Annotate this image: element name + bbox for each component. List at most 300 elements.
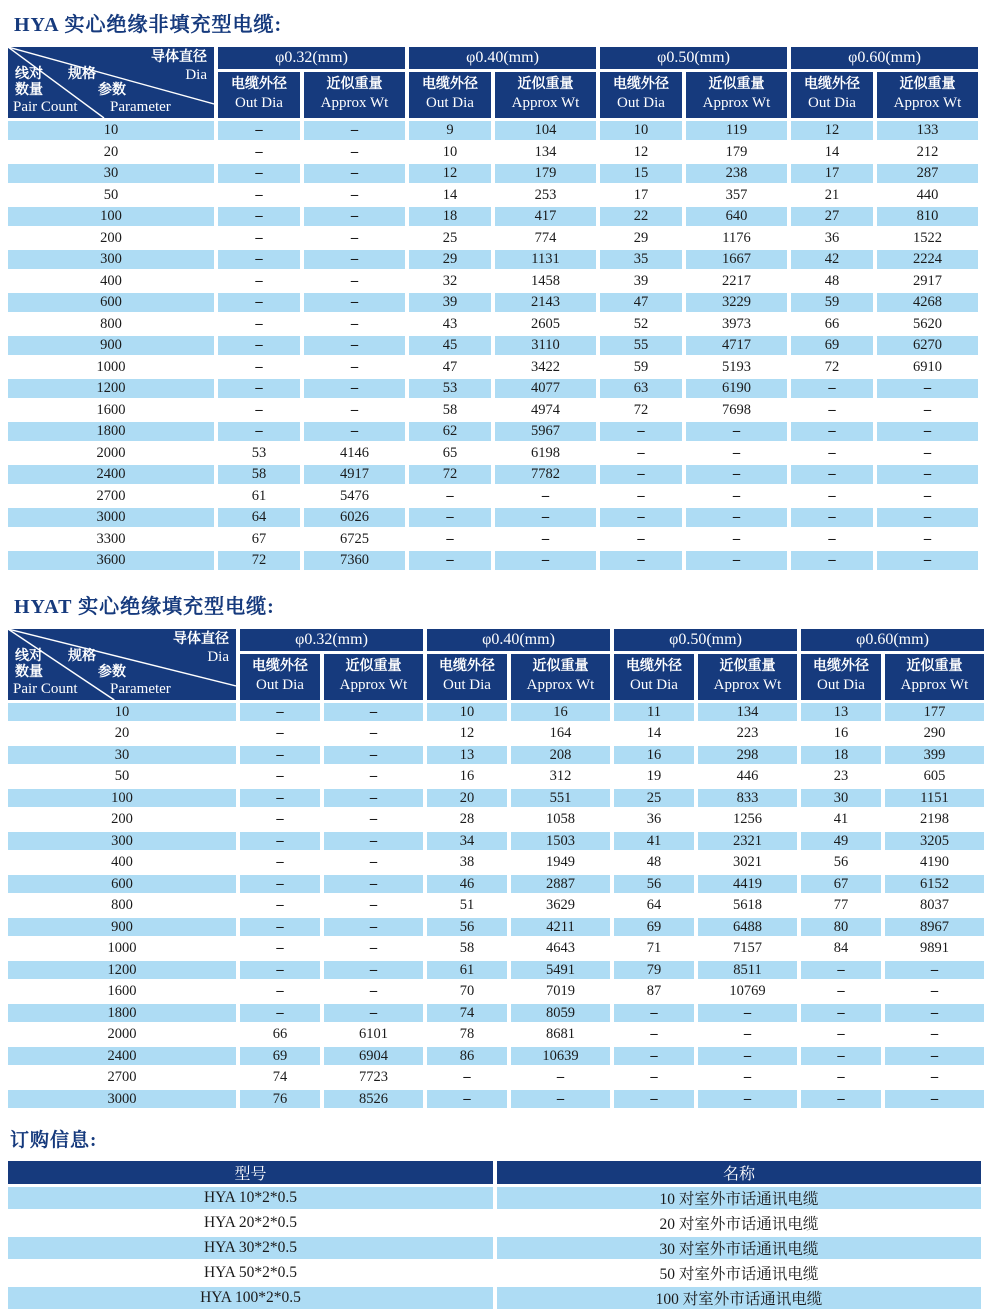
corner-pair-label-en: Pair Count xyxy=(13,99,78,115)
value-cell: – xyxy=(304,379,405,398)
model-cell: HYA 10*2*0.5 xyxy=(8,1187,493,1209)
value-cell: 8037 xyxy=(920,897,949,913)
corner-param-label-en: Parameter xyxy=(110,680,171,697)
value-cell: – xyxy=(885,1004,984,1023)
value-cell: – xyxy=(218,121,300,140)
pair-count-cell: 50 xyxy=(103,186,119,203)
value-cell: – xyxy=(600,508,682,527)
value-cell: 52 xyxy=(633,315,649,332)
value-cell: – xyxy=(255,272,263,289)
pair-count-cell: 30 xyxy=(8,164,214,183)
value-cell: 10 对室外市话通讯电缆 xyxy=(497,1187,981,1209)
value-cell: 223 xyxy=(736,725,759,741)
corner-dia-label-cn: 导体直径 xyxy=(173,631,229,647)
value-cell: – xyxy=(828,487,836,504)
pair-count-cell: 400 xyxy=(100,272,122,289)
value-cell: 446 xyxy=(736,768,759,784)
value-cell: 6725 xyxy=(340,530,369,547)
table-row xyxy=(8,982,984,1001)
value-cell: – xyxy=(743,1069,752,1085)
approx-wt-subheader: 近似重量 Approx Wt xyxy=(324,654,423,700)
value-cell: 43 xyxy=(442,315,458,332)
value-cell: 76 xyxy=(240,1090,320,1109)
value-cell: – xyxy=(637,444,645,461)
table-row xyxy=(8,1047,984,1066)
value-cell: 287 xyxy=(877,164,978,183)
value-cell: 290 xyxy=(923,725,946,741)
value-cell: 2217 xyxy=(722,272,751,289)
pair-count-cell: 2400 xyxy=(8,1047,236,1066)
value-cell: – xyxy=(791,551,873,570)
value-cell: 253 xyxy=(534,186,557,203)
value-cell: 4643 xyxy=(546,940,575,956)
value-cell: 72 xyxy=(218,551,300,570)
value-cell: – xyxy=(600,465,682,484)
value-cell: – xyxy=(837,983,845,999)
value-cell: 12 xyxy=(633,143,649,160)
value-cell: 833 xyxy=(698,789,797,808)
value-cell: – xyxy=(743,1026,752,1042)
value-cell: 66 xyxy=(824,315,840,332)
diameter-group-header: φ0.50(mm) xyxy=(614,629,797,651)
value-cell: – xyxy=(350,229,359,246)
value-cell: 8511 xyxy=(698,961,797,980)
value-cell: 29 xyxy=(633,229,649,246)
table-row xyxy=(8,487,978,506)
table-row xyxy=(8,724,984,743)
value-cell: 77 xyxy=(833,897,849,913)
value-cell: 7698 xyxy=(722,401,751,418)
value-cell: 12 xyxy=(791,121,873,140)
value-cell: – xyxy=(732,487,741,504)
value-cell: – xyxy=(923,530,932,547)
approx-wt-subheader: 近似重量 Approx Wt xyxy=(885,654,984,700)
value-cell: 1151 xyxy=(885,789,984,808)
value-cell: – xyxy=(541,530,550,547)
value-cell: 208 xyxy=(511,746,610,765)
value-cell: 177 xyxy=(885,703,984,722)
value-cell: 4268 xyxy=(877,293,978,312)
value-cell: 4419 xyxy=(698,875,797,894)
value-cell: 179 xyxy=(495,164,596,183)
value-cell: – xyxy=(877,379,978,398)
value-cell: 10769 xyxy=(729,983,766,999)
value-cell: 1949 xyxy=(546,854,575,870)
value-cell: 49 xyxy=(801,832,881,851)
diameter-group-header: φ0.32(mm) xyxy=(218,47,405,69)
value-cell: – xyxy=(218,379,300,398)
value-cell: 2321 xyxy=(698,832,797,851)
value-cell: – xyxy=(304,293,405,312)
corner-param-label-cn1: 规格 xyxy=(68,648,96,664)
value-cell: – xyxy=(276,811,284,827)
approx-wt-subheader: 近似重量 Approx Wt xyxy=(495,72,596,118)
value-cell: 17 xyxy=(633,186,649,203)
pair-count-cell: 600 xyxy=(8,293,214,312)
corner-pair-label-cn1: 线对 xyxy=(15,67,43,82)
value-cell: 5620 xyxy=(913,315,942,332)
value-cell: – xyxy=(637,487,645,504)
value-cell: – xyxy=(240,961,320,980)
value-cell: 32 xyxy=(442,272,458,289)
value-cell: 6904 xyxy=(324,1047,423,1066)
value-cell: 4974 xyxy=(531,401,560,418)
table-row xyxy=(8,896,984,915)
value-cell: – xyxy=(923,401,932,418)
corner-pair-label-cn2: 数量 xyxy=(15,83,43,98)
value-cell: – xyxy=(218,207,300,226)
value-cell: 64 xyxy=(218,508,300,527)
pair-count-cell: 1800 xyxy=(8,422,214,441)
table-row xyxy=(8,939,984,958)
value-cell: 4146 xyxy=(340,444,369,461)
table-row xyxy=(8,207,978,226)
value-cell: 5967 xyxy=(495,422,596,441)
value-cell: – xyxy=(791,465,873,484)
diameter-group-header: φ0.60(mm) xyxy=(801,629,984,651)
hyat-spec-table xyxy=(4,626,988,1112)
value-cell: 64 xyxy=(646,897,662,913)
value-cell: 14 xyxy=(646,725,662,741)
value-cell: – xyxy=(600,422,682,441)
value-cell: – xyxy=(276,854,284,870)
corner-param-label-cn2: 参数 xyxy=(98,83,126,98)
model-cell: HYA 20*2*0.5 xyxy=(203,1214,297,1231)
value-cell: – xyxy=(801,961,881,980)
value-cell: 70 xyxy=(459,983,475,999)
value-cell: 30 对室外市话通讯电缆 xyxy=(497,1237,981,1259)
value-cell: 2198 xyxy=(920,811,949,827)
value-cell: – xyxy=(276,768,284,784)
value-cell: 3021 xyxy=(733,854,762,870)
value-cell: 84 xyxy=(833,940,849,956)
corner-header-cell xyxy=(8,629,236,700)
value-cell: – xyxy=(877,508,978,527)
value-cell: – xyxy=(686,422,787,441)
value-cell: 86 xyxy=(427,1047,507,1066)
table-row xyxy=(8,508,978,527)
approx-wt-subheader: 近似重量 Approx Wt xyxy=(877,72,978,118)
value-cell: – xyxy=(276,983,284,999)
value-cell: 23 xyxy=(833,768,849,784)
model-cell: HYA 30*2*0.5 xyxy=(8,1237,493,1259)
value-cell: 71 xyxy=(646,940,662,956)
value-cell: – xyxy=(324,789,423,808)
value-cell: 4211 xyxy=(511,918,610,937)
value-cell: 551 xyxy=(511,789,610,808)
value-cell: 119 xyxy=(686,121,787,140)
value-cell: 1058 xyxy=(546,811,575,827)
value-cell: 56 xyxy=(614,875,694,894)
value-cell: – xyxy=(304,336,405,355)
value-cell: – xyxy=(255,315,263,332)
value-cell: 21 xyxy=(824,186,840,203)
table-row xyxy=(8,272,978,291)
value-cell: 8967 xyxy=(885,918,984,937)
pair-count-cell: 2400 xyxy=(8,465,214,484)
value-cell: 179 xyxy=(725,143,748,160)
value-cell: – xyxy=(791,422,873,441)
value-cell: 134 xyxy=(698,703,797,722)
value-cell: – xyxy=(255,401,263,418)
pair-count-cell: 300 xyxy=(8,250,214,269)
value-cell: – xyxy=(350,143,359,160)
value-cell: 10 xyxy=(427,703,507,722)
table-row xyxy=(8,1090,984,1109)
value-cell: 16 xyxy=(833,725,849,741)
value-cell: 4917 xyxy=(304,465,405,484)
pair-count-cell: 300 xyxy=(8,832,236,851)
value-cell: 2143 xyxy=(495,293,596,312)
table-row xyxy=(8,401,978,420)
pair-count-cell: 1000 xyxy=(96,358,126,375)
value-cell: 13 xyxy=(801,703,881,722)
table-row xyxy=(8,1068,984,1087)
value-cell: 69 xyxy=(614,918,694,937)
table-row xyxy=(8,379,978,398)
value-cell: 5491 xyxy=(511,961,610,980)
value-cell: – xyxy=(240,703,320,722)
value-cell: – xyxy=(240,875,320,894)
value-cell: 6270 xyxy=(877,336,978,355)
value-cell: 5618 xyxy=(733,897,762,913)
value-cell: 67 xyxy=(251,530,267,547)
value-cell: 47 xyxy=(600,293,682,312)
value-cell: 9 xyxy=(409,121,491,140)
value-cell: 50 对室外市话通讯电缆 xyxy=(659,1266,819,1283)
value-cell: 15 xyxy=(600,164,682,183)
corner-param-label-cn2: 参数 xyxy=(98,664,126,680)
value-cell: 67 xyxy=(801,875,881,894)
out-dia-subheader: 电缆外径 Out Dia xyxy=(614,654,694,700)
table-row xyxy=(8,530,978,549)
corner-dia-label-en: Dia xyxy=(185,67,207,83)
value-cell: 6198 xyxy=(531,444,560,461)
value-cell: – xyxy=(324,961,423,980)
value-cell: – xyxy=(446,487,454,504)
value-cell: – xyxy=(276,725,284,741)
corner-pair-label-cn1: 线对 xyxy=(15,648,43,664)
value-cell: – xyxy=(541,487,550,504)
value-cell: 35 xyxy=(600,250,682,269)
value-cell: 3422 xyxy=(531,358,560,375)
value-cell: – xyxy=(923,444,932,461)
value-cell: – xyxy=(686,465,787,484)
table-row xyxy=(8,1287,981,1309)
name-column-header: 名称 xyxy=(497,1161,981,1184)
value-cell: 78 xyxy=(459,1026,475,1042)
value-cell: 58 xyxy=(218,465,300,484)
value-cell: 10 xyxy=(600,121,682,140)
value-cell: 41 xyxy=(833,811,849,827)
value-cell: 34 xyxy=(427,832,507,851)
value-cell: 53 xyxy=(251,444,267,461)
value-cell: – xyxy=(369,768,378,784)
value-cell: 5476 xyxy=(340,487,369,504)
value-cell: 25 xyxy=(442,229,458,246)
value-cell: 6910 xyxy=(913,358,942,375)
value-cell: 6488 xyxy=(698,918,797,937)
value-cell: 29 xyxy=(409,250,491,269)
value-cell: 1458 xyxy=(531,272,560,289)
value-cell: 1256 xyxy=(733,811,762,827)
value-cell: 80 xyxy=(801,918,881,937)
value-cell: 17 xyxy=(791,164,873,183)
value-cell: – xyxy=(369,725,378,741)
value-cell: – xyxy=(614,1047,694,1066)
value-cell: – xyxy=(650,1069,658,1085)
value-cell: 3205 xyxy=(885,832,984,851)
value-cell: 30 xyxy=(801,789,881,808)
value-cell: 2887 xyxy=(511,875,610,894)
value-cell: 7019 xyxy=(546,983,575,999)
value-cell: – xyxy=(304,164,405,183)
table-row xyxy=(8,358,978,377)
pair-count-cell: 3000 xyxy=(8,508,214,527)
value-cell: 312 xyxy=(549,768,572,784)
approx-wt-subheader: 近似重量 Approx Wt xyxy=(686,72,787,118)
value-cell: 51 xyxy=(459,897,475,913)
value-cell: 3973 xyxy=(722,315,751,332)
pair-count-cell: 1800 xyxy=(8,1004,236,1023)
value-cell: – xyxy=(801,1047,881,1066)
value-cell: – xyxy=(698,1047,797,1066)
value-cell: – xyxy=(877,551,978,570)
value-cell: 298 xyxy=(698,746,797,765)
value-cell: 8526 xyxy=(324,1090,423,1109)
value-cell: 1522 xyxy=(913,229,942,246)
value-cell: – xyxy=(240,918,320,937)
value-cell: – xyxy=(837,1069,845,1085)
value-cell: 25 xyxy=(614,789,694,808)
pair-count-cell: 20 xyxy=(103,143,119,160)
value-cell: – xyxy=(240,746,320,765)
table-row xyxy=(8,336,978,355)
table-row xyxy=(8,789,984,808)
value-cell: – xyxy=(350,272,359,289)
value-cell: – xyxy=(495,551,596,570)
value-cell: 640 xyxy=(686,207,787,226)
value-cell: – xyxy=(255,186,263,203)
pair-count-cell: 100 xyxy=(8,789,236,808)
value-cell: 55 xyxy=(600,336,682,355)
value-cell: 74 xyxy=(427,1004,507,1023)
value-cell: 605 xyxy=(923,768,946,784)
pair-count-cell: 200 xyxy=(111,811,133,827)
value-cell: 62 xyxy=(409,422,491,441)
table-row xyxy=(8,465,978,484)
value-cell: 7782 xyxy=(495,465,596,484)
value-cell: – xyxy=(324,1004,423,1023)
pair-count-cell: 100 xyxy=(8,207,214,226)
value-cell: – xyxy=(324,703,423,722)
value-cell: – xyxy=(218,336,300,355)
value-cell: – xyxy=(930,983,939,999)
value-cell: 4190 xyxy=(920,854,949,870)
table-row xyxy=(8,1237,981,1259)
value-cell: 5193 xyxy=(722,358,751,375)
table-row xyxy=(8,961,984,980)
value-cell: – xyxy=(686,508,787,527)
value-cell: – xyxy=(885,1090,984,1109)
value-cell: – xyxy=(369,854,378,870)
value-cell: 6101 xyxy=(359,1026,388,1042)
value-cell: 357 xyxy=(725,186,748,203)
value-cell: 6190 xyxy=(686,379,787,398)
ordering-table xyxy=(4,1158,985,1312)
value-cell: 133 xyxy=(877,121,978,140)
table-row xyxy=(8,875,984,894)
value-cell: 63 xyxy=(600,379,682,398)
value-cell: 20 xyxy=(427,789,507,808)
value-cell: 6152 xyxy=(885,875,984,894)
value-cell: – xyxy=(698,1004,797,1023)
value-cell: 11 xyxy=(614,703,694,722)
pair-count-cell: 10 xyxy=(8,121,214,140)
value-cell: – xyxy=(218,422,300,441)
value-cell: – xyxy=(698,1090,797,1109)
value-cell: – xyxy=(240,1004,320,1023)
value-cell: 56 xyxy=(833,854,849,870)
value-cell: 59 xyxy=(791,293,873,312)
value-cell: 1503 xyxy=(511,832,610,851)
value-cell: – xyxy=(650,1026,658,1042)
value-cell: 59 xyxy=(633,358,649,375)
hya-section-title: HYA 实心绝缘非填充型电缆: xyxy=(14,14,283,36)
value-cell: 79 xyxy=(614,961,694,980)
value-cell: – xyxy=(255,358,263,375)
value-cell: – xyxy=(614,1004,694,1023)
hyat-section-title: HYAT 实心绝缘填充型电缆: xyxy=(14,595,275,618)
approx-wt-subheader: 近似重量 Approx Wt xyxy=(698,654,797,700)
value-cell: 65 xyxy=(442,444,458,461)
pair-count-cell: 200 xyxy=(100,229,122,246)
value-cell: 7723 xyxy=(359,1069,388,1085)
value-cell: – xyxy=(324,875,423,894)
value-cell: – xyxy=(240,832,320,851)
value-cell: 134 xyxy=(534,143,557,160)
value-cell: – xyxy=(495,508,596,527)
value-cell: 9891 xyxy=(920,940,949,956)
value-cell: – xyxy=(350,401,359,418)
value-cell: 212 xyxy=(916,143,939,160)
value-cell: 2224 xyxy=(877,250,978,269)
value-cell: – xyxy=(732,530,741,547)
corner-dia-label-en: Dia xyxy=(207,648,229,665)
table-row xyxy=(8,746,984,765)
value-cell: – xyxy=(877,465,978,484)
value-cell: 48 xyxy=(824,272,840,289)
value-cell: 72 xyxy=(824,358,840,375)
value-cell: 69 xyxy=(791,336,873,355)
value-cell: – xyxy=(350,358,359,375)
value-cell: 2917 xyxy=(913,272,942,289)
value-cell: 14 xyxy=(442,186,458,203)
value-cell: 104 xyxy=(495,121,596,140)
value-cell: – xyxy=(324,918,423,937)
value-cell: 1176 xyxy=(722,229,751,246)
value-cell: 164 xyxy=(549,725,572,741)
value-cell: 22 xyxy=(600,207,682,226)
value-cell: – xyxy=(350,315,359,332)
value-cell: 7360 xyxy=(304,551,405,570)
value-cell: – xyxy=(324,832,423,851)
value-cell: – xyxy=(791,508,873,527)
pair-count-cell: 3000 xyxy=(8,1090,236,1109)
value-cell: 41 xyxy=(614,832,694,851)
out-dia-subheader: 电缆外径 Out Dia xyxy=(427,654,507,700)
value-cell: – xyxy=(837,1026,845,1042)
